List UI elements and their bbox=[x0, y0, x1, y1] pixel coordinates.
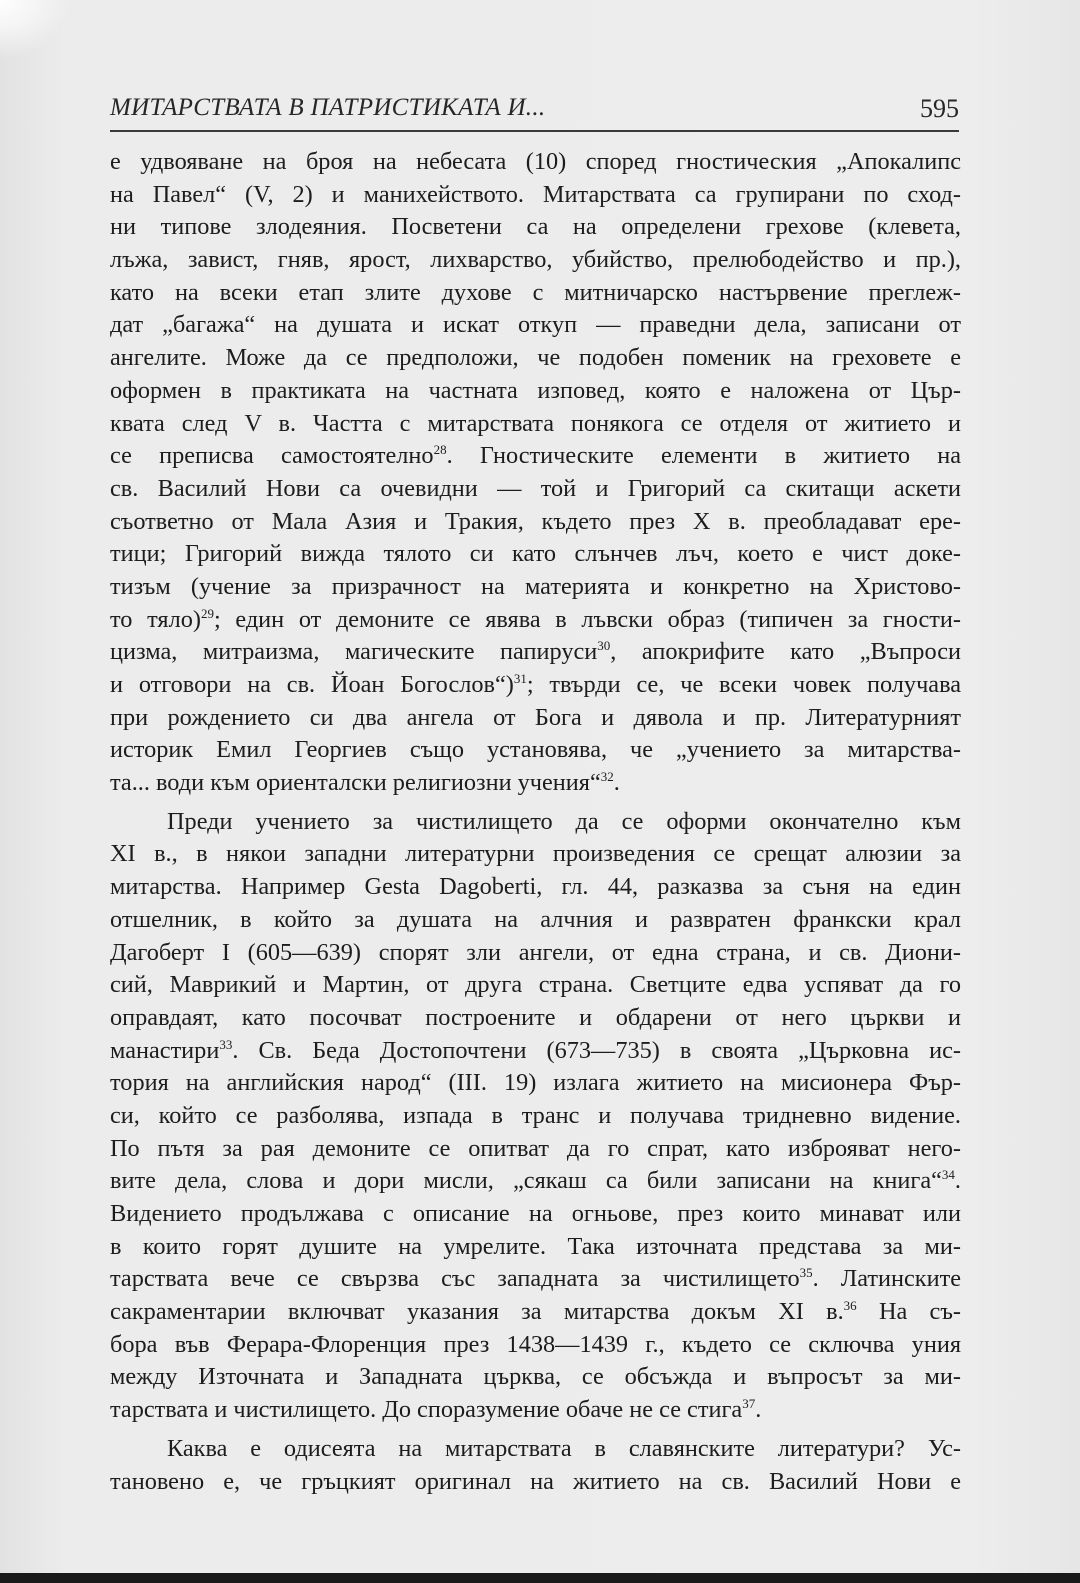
text-run: На съ- bbox=[856, 1298, 961, 1326]
text-line bbox=[110, 1002, 961, 1035]
text-run: манастири bbox=[110, 1036, 220, 1064]
text-run: . bbox=[954, 1167, 961, 1195]
text-line bbox=[110, 1394, 961, 1427]
text-line bbox=[110, 277, 961, 310]
text-line bbox=[110, 1067, 961, 1100]
text-run: По пътя за рая демоните се опитват да го спрат, като изброяват него- bbox=[110, 1134, 961, 1162]
footnote-ref: 35 bbox=[799, 1265, 813, 1281]
text-run: сакраментарии включват указания за митарства докъм XI в. bbox=[110, 1298, 844, 1326]
text-run: ангелите. Може да се предположи, че подобен поменик на греховете е bbox=[110, 344, 961, 372]
text-run: историк Емил Георгиев също установява, че „учението за митарства- bbox=[110, 736, 961, 764]
text-run: тория на английския народ“ (III. 19) излага житието на мисионера Фър- bbox=[110, 1069, 961, 1097]
text-run: XI в., в някои западни литературни произведения се срещат алюзии за bbox=[110, 840, 961, 868]
footnote-ref: 36 bbox=[843, 1298, 857, 1314]
text-line bbox=[110, 506, 961, 539]
text-line bbox=[110, 702, 961, 735]
text-line bbox=[110, 734, 961, 767]
footnote-ref: 29 bbox=[200, 605, 214, 621]
text-line bbox=[110, 636, 961, 669]
text-run: сий, Маврикий и Мартин, от друга страна. Светците едва успяват да го bbox=[110, 971, 961, 999]
text-line bbox=[110, 244, 961, 277]
text-line bbox=[110, 211, 961, 244]
text-run: се преписва самостоятелно bbox=[110, 442, 434, 470]
text-line bbox=[110, 1296, 961, 1329]
text-line bbox=[110, 969, 961, 1002]
text-run: и отговори на св. Йоан Богослов“) bbox=[110, 671, 514, 698]
running-head bbox=[110, 92, 959, 132]
text-run: при рождението си два ангела от Бога и дявола и пр. Литературният bbox=[110, 703, 961, 731]
text-line bbox=[110, 1433, 961, 1466]
body-text bbox=[110, 146, 961, 1498]
text-run: лъжа, завист, гняв, ярост, лихварство, убийство, прелюбодейство и пр.), bbox=[110, 246, 961, 274]
text-line bbox=[110, 871, 961, 904]
text-line bbox=[110, 904, 961, 937]
text-line bbox=[110, 146, 961, 179]
text-line bbox=[110, 309, 961, 342]
text-line bbox=[110, 604, 961, 637]
text-line bbox=[110, 1361, 961, 1394]
text-run: като на всеки етап злите духове с митничарско настървение преглеж- bbox=[110, 278, 961, 306]
text-line bbox=[110, 342, 961, 375]
text-run: е удвояване на броя на небесата (10) според гностическия „Апокалипс bbox=[110, 148, 961, 175]
text-run: . bbox=[755, 1396, 762, 1424]
text-line bbox=[110, 669, 961, 702]
text-run: между Източната и Западната църква, се обсъжда и въпросът за ми- bbox=[110, 1363, 961, 1391]
text-line bbox=[110, 1100, 961, 1133]
text-run: квата след V в. Частта с митарствата понякога се отделя от житието и bbox=[110, 409, 961, 437]
footnote-ref: 33 bbox=[219, 1036, 233, 1052]
text-run: митарства. Например Gesta Dagoberti, гл. 44, разказва за съня на един bbox=[110, 873, 961, 901]
text-run: цизма, митраизма, магическите папируси bbox=[110, 638, 598, 666]
text-run: то тяло) bbox=[110, 605, 201, 633]
paragraph bbox=[110, 1433, 961, 1498]
text-run: вите дела, слова и дори мисли, „сякаш са били записани на книга“ bbox=[110, 1167, 942, 1195]
footnote-ref: 37 bbox=[742, 1396, 756, 1412]
scan-bottom-edge bbox=[0, 1573, 1080, 1583]
text-line bbox=[110, 179, 961, 212]
text-run: отшелник, в който за душата на алчния и развратен франкски крал bbox=[110, 905, 961, 933]
text-line bbox=[110, 838, 961, 871]
footnote-ref: 28 bbox=[433, 442, 447, 458]
text-line bbox=[110, 1263, 961, 1296]
page-corner-glare bbox=[0, 0, 70, 60]
text-line bbox=[110, 1231, 961, 1264]
text-line bbox=[110, 806, 961, 839]
page-number: 595 bbox=[920, 94, 959, 123]
text-run: Видението продължава с описание на огньове, през които минават или bbox=[110, 1200, 961, 1227]
text-line bbox=[110, 440, 961, 473]
text-run: та... води към ориенталски религиозни учения“ bbox=[110, 769, 601, 797]
text-line bbox=[110, 937, 961, 970]
text-run: Каква е одисеята на митарствата в славянските литератури? Ус- bbox=[167, 1434, 961, 1462]
text-run: на Павел“ (V, 2) и манихейството. Митарствата са групирани по сход- bbox=[110, 180, 961, 208]
text-run: . Латинските bbox=[812, 1265, 961, 1293]
running-title: МИТАРСТВАТА В ПАТРИСТИКАТА И... bbox=[110, 94, 546, 121]
text-run: Дагоберт I (605—639) спорят зли ангели, от една страна, и св. Диони- bbox=[110, 938, 961, 966]
footnote-ref: 31 bbox=[513, 671, 527, 686]
text-line bbox=[110, 1198, 961, 1231]
text-line bbox=[110, 1165, 961, 1198]
text-run: тановено е, че гръцкият оригинал на житието на св. Василий Нови е bbox=[110, 1467, 961, 1495]
text-line bbox=[110, 473, 961, 506]
text-run: ; един от демоните се явява в лъвски образ (типичен за гности- bbox=[213, 605, 962, 633]
text-run: св. Василий Нови са очевидни — той и Григорий са скитащи аскети bbox=[110, 474, 961, 502]
text-run: Преди учението за чистилището да се оформи окончателно към bbox=[167, 807, 961, 835]
text-run: оформен в практиката на частната изповед, която е наложена от Цър- bbox=[110, 376, 961, 404]
text-line bbox=[110, 375, 961, 408]
text-run: тици; Григорий вижда тялото си като слънчев лъч, което е чист доке- bbox=[110, 540, 961, 568]
text-run: оправдаят, като посочват построените и обдарени от него църкви и bbox=[110, 1003, 961, 1031]
text-run: тарствата и чистилището. До споразумение обаче не се стига bbox=[110, 1396, 743, 1424]
text-line bbox=[110, 1466, 961, 1499]
text-line bbox=[110, 767, 961, 800]
header-rule bbox=[110, 130, 959, 132]
paragraph bbox=[110, 806, 961, 1427]
text-line bbox=[110, 571, 961, 604]
text-run: тарствата вече се свързва със западната за чистилището bbox=[110, 1265, 800, 1293]
text-run: дат „багажа“ на душата и искат откуп — праведни дела, записани от bbox=[110, 311, 961, 339]
text-line bbox=[110, 1035, 961, 1068]
footnote-ref: 30 bbox=[597, 638, 611, 654]
text-run: ; твърди се, че всеки човек получава bbox=[526, 671, 962, 698]
text-run: бора във Ферара-Флоренция през 1438—1439 г., където се сключва уния bbox=[110, 1330, 961, 1358]
text-line bbox=[110, 1329, 961, 1362]
footnote-ref: 32 bbox=[600, 769, 614, 785]
text-run: тизъм (учение за призрачност на материята и конкретно на Христово- bbox=[110, 572, 961, 600]
text-run: в които горят душите на умрелите. Така източната представа за ми- bbox=[110, 1232, 961, 1260]
text-line bbox=[110, 408, 961, 441]
text-run: . Св. Беда Достопочтени (673—735) в своята „Църковна ис- bbox=[232, 1036, 961, 1064]
text-run: , апокрифите като „Въпроси bbox=[610, 638, 961, 666]
text-run: си, който се разболява, изпада в транс и получава тридневно видение. bbox=[110, 1101, 961, 1129]
text-run: ни типове злодеяния. Посветени са на определени грехове (клевета, bbox=[110, 213, 961, 241]
footnote-ref: 34 bbox=[941, 1167, 955, 1183]
paragraph bbox=[110, 146, 961, 800]
text-run: . Гностическите елементи в житието на bbox=[446, 442, 961, 470]
text-line bbox=[110, 1133, 961, 1166]
text-line bbox=[110, 538, 961, 571]
text-run: съответно от Мала Азия и Тракия, където през Х в. преобладават ере- bbox=[110, 507, 961, 535]
text-run: . bbox=[613, 769, 620, 797]
